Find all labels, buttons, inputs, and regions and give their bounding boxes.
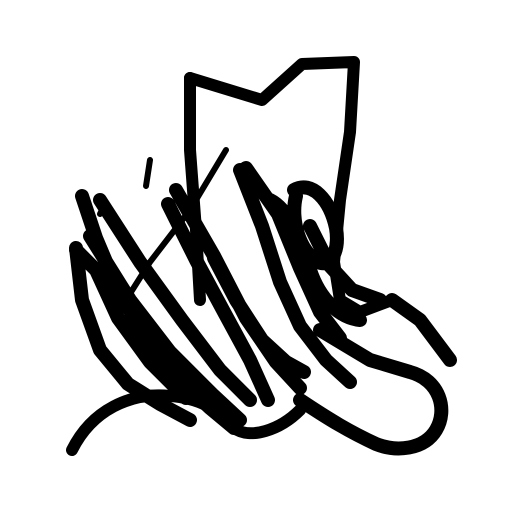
small-dash-mark — [146, 160, 150, 186]
